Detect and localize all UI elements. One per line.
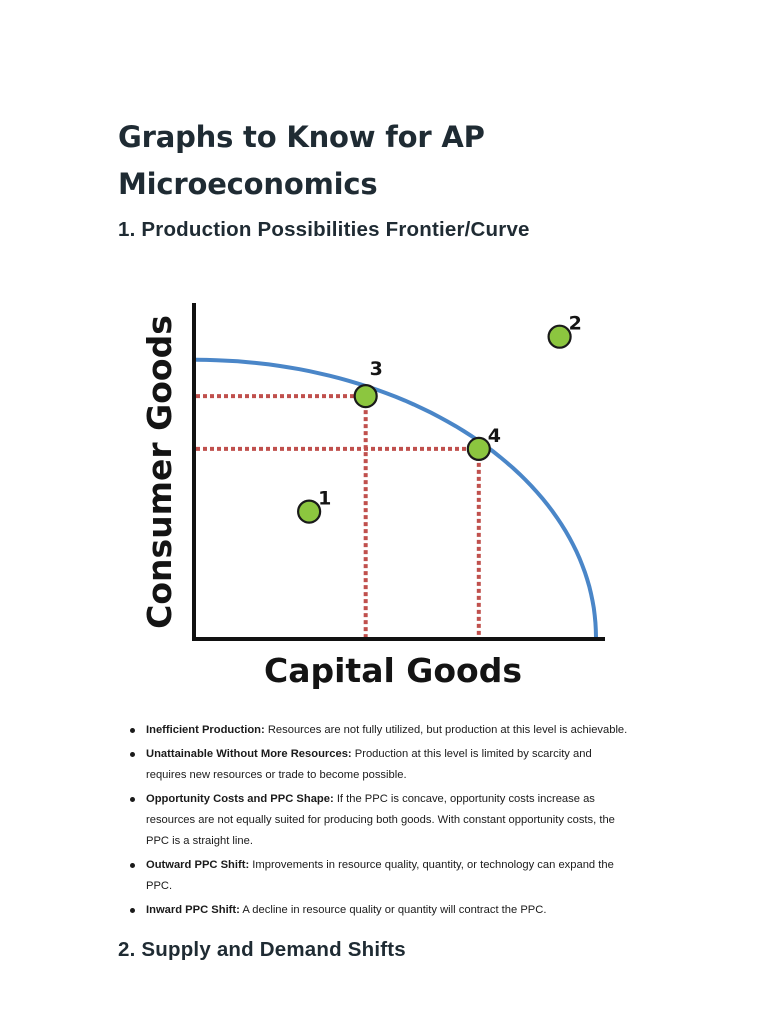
point-label: 1 (318, 487, 332, 510)
bullet-term: Outward PPC Shift: (146, 859, 250, 871)
bullet-list (128, 720, 628, 924)
bullet-item (128, 720, 628, 741)
bullet-text: A decline in resource quality or quantity will contract the PPC. (239, 904, 547, 916)
ppc-curve (196, 360, 596, 637)
data-point (355, 385, 377, 407)
section-heading-supply-demand: 2. Supply and Demand Shifts (118, 938, 406, 961)
section-heading-ppc: 1. Production Possibilities Frontier/Curve (118, 218, 530, 241)
bullet-text: Resources are not fully utilized, but production at this level is achievable. (264, 724, 628, 736)
bullet-item (128, 744, 628, 786)
bullet-term: Inefficient Production: (146, 724, 265, 736)
x-axis-label: Capital Goods (264, 651, 522, 690)
bullet-item (128, 855, 628, 897)
bullet-term: Inward PPC Shift: (146, 904, 240, 916)
ppc-chart (130, 295, 620, 700)
guide-lines (196, 396, 479, 637)
bullet-item (128, 900, 628, 921)
data-point (468, 438, 490, 460)
point-label: 2 (568, 312, 582, 335)
bullet-text: Production at this level is limited by scarcity and requires new resources or trade to become possible. (146, 748, 592, 781)
bullet-dot-icon (130, 752, 135, 757)
bullet-text: Improvements in resource quality, quantity, or technology can expand the PPC. (146, 859, 614, 892)
ppc-chart-svg (130, 295, 620, 700)
bullet-dot-icon (130, 908, 135, 913)
data-point (298, 501, 320, 523)
bullet-term: Opportunity Costs and PPC Shape: (146, 793, 334, 805)
y-axis-label: Consumer Goods (140, 315, 179, 629)
bullet-text: If the PPC is concave, opportunity costs increase as resources are not equally suited for producing both goods. With constant opportunity costs, the PPC is a straight line. (146, 793, 615, 847)
bullet-dot-icon (130, 863, 135, 868)
data-point (549, 326, 571, 348)
point-label: 3 (369, 358, 383, 381)
bullet-term: Unattainable Without More Resources: (146, 748, 352, 760)
point-label: 4 (487, 424, 502, 447)
bullet-dot-icon (130, 797, 135, 802)
page-title: Graphs to Know for AP Microeconomics (118, 120, 485, 201)
bullet-item (128, 789, 628, 852)
bullet-dot-icon (130, 728, 135, 733)
